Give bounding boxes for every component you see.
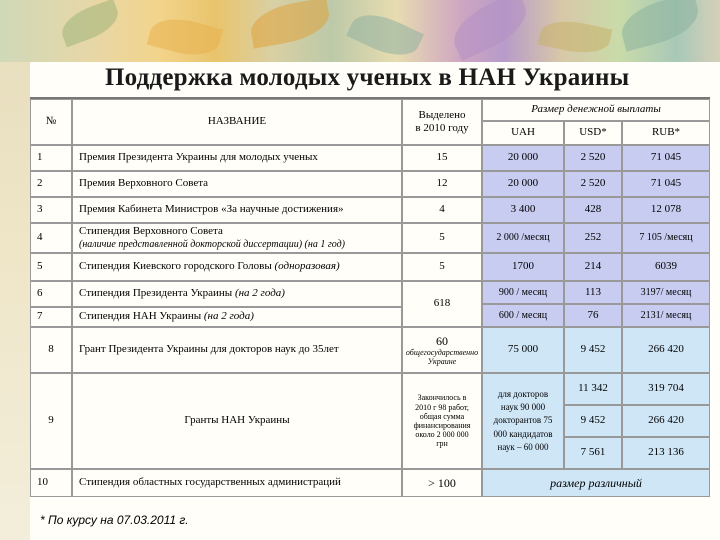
row-10-num: 10 — [30, 469, 72, 497]
row-6-note: (на 2 года) — [234, 287, 285, 300]
row-3-usd: 428 — [564, 197, 622, 223]
row-8-allocated-note: общегосударственно Украине — [405, 348, 479, 367]
header-usd: USD* — [564, 121, 622, 145]
row-1-allocated: 15 — [402, 145, 482, 171]
row-5-name-cell — [72, 253, 402, 281]
row-6-name: Стипендия Президента Украины — [79, 287, 233, 300]
row-5-name: Стипендия Киевского городского Головы — [79, 260, 272, 273]
row-9-usd-b: 9 452 — [564, 405, 622, 437]
row-9-num: 9 — [30, 373, 72, 469]
row-2-allocated: 12 — [402, 171, 482, 197]
row-1-num: 1 — [30, 145, 72, 171]
row-3-rub: 12 078 — [622, 197, 710, 223]
row-7-rub: 2131/ месяц — [622, 304, 710, 327]
row-5-usd: 214 — [564, 253, 622, 281]
row-2-usd: 2 520 — [564, 171, 622, 197]
row-7-name-cell — [72, 307, 402, 327]
row-8-name: Грант Президента Украины для докторов наук до 35лет — [72, 327, 402, 373]
row-2-num: 2 — [30, 171, 72, 197]
row-7-name: Стипендия НАН Украины — [79, 310, 202, 323]
row-5-rub: 6039 — [622, 253, 710, 281]
row-7-usd: 76 — [564, 304, 622, 327]
row-7-uah: 600 / месяц — [482, 304, 564, 327]
row-10-allocated: > 100 — [402, 469, 482, 497]
row-6-name-cell — [72, 281, 402, 307]
row-10-name: Стипендия областных государственных администраций — [72, 469, 402, 497]
row-3-allocated: 4 — [402, 197, 482, 223]
row-1-uah: 20 000 — [482, 145, 564, 171]
row-4-uah: 2 000 /месяц — [482, 223, 564, 253]
row-1-name: Премия Президента Украины для молодых ученых — [72, 145, 402, 171]
row-5-allocated: 5 — [402, 253, 482, 281]
row-4-name-cell — [72, 223, 402, 253]
header-allocated-line1: Выделено — [418, 108, 466, 121]
rows-6-7-allocated: 618 — [402, 281, 482, 327]
row-7-num: 7 — [30, 307, 72, 327]
decorative-left-edge — [0, 62, 30, 540]
page-title: Поддержка молодых ученых в НАН Украины — [105, 64, 630, 91]
header-payment: Размер денежной выплаты — [482, 99, 710, 121]
row-9-usd-a: 11 342 — [564, 373, 622, 405]
row-9-uah-note: для докторов наук 90 000 докторантов 75 000 кандидатов наук – 60 000 — [482, 373, 564, 469]
row-2-rub: 71 045 — [622, 171, 710, 197]
row-8-usd: 9 452 — [564, 327, 622, 373]
header-name: НАЗВАНИЕ — [72, 99, 402, 145]
header-allocated-line2: в 2010 году — [415, 122, 469, 134]
header-allocated — [402, 99, 482, 145]
row-8-num: 8 — [30, 327, 72, 373]
row-4-allocated: 5 — [402, 223, 482, 253]
row-6-uah: 900 / месяц — [482, 281, 564, 304]
row-8-rub: 266 420 — [622, 327, 710, 373]
row-6-num: 6 — [30, 281, 72, 307]
row-6-usd: 113 — [564, 281, 622, 304]
row-3-uah: 3 400 — [482, 197, 564, 223]
row-8-allocated: 60 — [436, 333, 448, 348]
row-9-rub-c: 213 136 — [622, 437, 710, 469]
header-num: № — [30, 99, 72, 145]
header-rub: RUB* — [622, 121, 710, 145]
row-3-num: 3 — [30, 197, 72, 223]
row-8-allocated-cell — [402, 327, 482, 373]
row-2-name: Премия Верховного Совета — [72, 171, 402, 197]
row-4-usd: 252 — [564, 223, 622, 253]
row-1-usd: 2 520 — [564, 145, 622, 171]
row-9-rub-a: 319 704 — [622, 373, 710, 405]
row-5-num: 5 — [30, 253, 72, 281]
row-4-num: 4 — [30, 223, 72, 253]
row-4-note: (наличие представленной докторской диссертации) (на 1 год) — [79, 238, 345, 250]
row-9-allocated-note: Закончилось в 2010 г 98 работ, общая сумма финансирования около 2 000 000 грн — [402, 373, 482, 469]
row-4-name: Стипендия Верховного Совета — [79, 225, 223, 238]
row-4-rub: 7 105 /месяц — [622, 223, 710, 253]
decorative-leaf-banner — [0, 0, 720, 62]
row-9-name: Гранты НАН Украины — [72, 373, 402, 469]
row-9-rub-b: 266 420 — [622, 405, 710, 437]
footnote: * По курсу на 07.03.2011 г. — [40, 513, 189, 527]
row-6-rub: 3197/ месяц — [622, 281, 710, 304]
row-8-uah: 75 000 — [482, 327, 564, 373]
row-1-rub: 71 045 — [622, 145, 710, 171]
row-7-note: (на 2 года) — [203, 310, 254, 323]
row-3-name: Премия Кабинета Министров «За научные достижения» — [72, 197, 402, 223]
row-5-note: (одноразовая) — [274, 260, 340, 273]
row-9-usd-c: 7 561 — [564, 437, 622, 469]
row-2-uah: 20 000 — [482, 171, 564, 197]
header-uah: UAH — [482, 121, 564, 145]
row-10-payment-note: размер различный — [482, 469, 710, 497]
row-5-uah: 1700 — [482, 253, 564, 281]
